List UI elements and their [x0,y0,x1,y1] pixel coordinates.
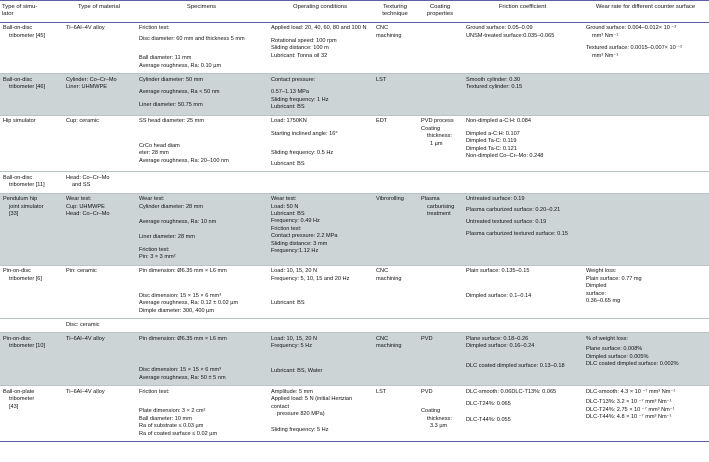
cell-texturing-technique-line: CNC machining [376,335,402,350]
cell-wear-rate-line: Dimpled [586,283,607,290]
cell-specimens-line: Pin: 3 × 3 mm² [139,254,176,261]
cell-specimens-line: Ra of coated surface ≤ 0.02 µm [139,430,218,437]
column-header-coating-properties: Coating properties [418,1,463,23]
cell-coating-properties [418,193,463,265]
cell-operating-conditions-line: Frequency: 5, 10, 15 and 20 Hz [271,275,350,282]
cell-friction-coefficient-line: Dimpled Ta-C: 0.121 [466,145,517,152]
cell-operating-conditions-line: Load: 10, 15, 20 N [271,335,318,342]
cell-operating-conditions-line: Lubricant: BS [271,160,305,167]
cell-coating-properties-line: thickness: [427,133,452,140]
cell-specimens-line: Disc diameter: 60 mm and thickness 5 mm [139,35,245,42]
cell-operating-conditions [268,74,373,115]
cell-simulator-line: tribometer [46] [9,84,46,91]
cell-wear-rate [583,319,709,333]
cell-friction-coefficient [463,193,583,265]
cell-operating-conditions-line: Lubricant: BS, Water [271,367,323,374]
cell-simulator-line: Pin-on-disc [3,268,31,275]
cell-operating-conditions-line: Wear test: [271,196,297,203]
cell-specimens-line: Disc dimension: 15 × 15 × 6 mm³ [139,292,222,299]
cell-operating-conditions-line: Load: 10, 15, 20 N [271,268,318,275]
cell-material-line: Liner: UHMWPE [66,84,108,91]
cell-wear-rate [583,333,709,386]
cell-wear-rate-line: Dimpled surface: 0.005% [586,353,649,360]
cell-specimens [136,333,268,386]
cell-simulator-line: Pendulum hip [3,196,38,203]
table-row [0,193,709,265]
table-row [0,115,709,171]
cell-specimens-line: Average roughness, Ra: 0.12 ± 0.02 µm [139,300,239,307]
cell-operating-conditions [268,22,373,73]
cell-specimens-line: Ball diameter: 11 mm [139,55,192,62]
cell-simulator-line: Ball-on-disc [3,25,33,32]
table-header-row [0,1,709,23]
cell-material-line: Disc: ceramic [66,321,100,328]
cell-friction-coefficient-line: DLC coated dimpled surface: 0.13–0.18 [466,362,565,369]
cell-texturing-technique [373,386,418,442]
cell-material-line: Ti–6Al–4V alloy [66,25,105,32]
cell-coating-properties-line: 1 µm [430,140,443,147]
cell-operating-conditions-line: Amplitude: 5 mm [271,388,313,395]
column-header-specimens: Specimens [136,1,268,23]
cell-specimens-line: Average roughness, Ra: 10 nm [139,219,217,225]
table-row [0,319,709,333]
cell-wear-rate-line: DLC-T24%: 2.75 × 10 ⁻⁷ mm³ Nm⁻¹ [586,406,675,413]
cell-wear-rate-line: DLC coated dimpled surface: 0.002% [586,361,679,368]
cell-simulator [0,265,63,318]
cell-operating-conditions-line: Applied load: 20, 40, 60, 80 and 100 N [271,25,367,32]
cell-friction-coefficient-line: Plasma carburized surface: 0.20–0.21 [466,206,561,213]
cell-wear-rate-line: Ground surface: 0.004–0.012× 10 ⁻³ [586,25,677,32]
cell-simulator-line: joint simulator [9,203,44,210]
cell-texturing-technique [373,193,418,265]
cell-coating-properties-line: Coating [421,125,441,132]
cell-friction-coefficient [463,265,583,318]
cell-friction-coefficient-line: Dimpled Ta-C: 0.119 [466,138,517,145]
cell-specimens [136,193,268,265]
cell-simulator-line: tribometer [10] [9,343,46,350]
table-body [0,22,709,441]
cell-friction-coefficient [463,172,583,193]
cell-operating-conditions-line: pressure 820 MPa) [277,411,325,418]
cell-specimens-line: Average roughness, Ra: 50 ± 5 nm [139,374,226,381]
cell-operating-conditions-line: Rotational speed: 100 rpm [271,37,337,44]
cell-friction-coefficient [463,115,583,171]
cell-coating-properties [418,22,463,73]
cell-friction-coefficient-line: Smooth cylinder: 0.30 [466,76,521,83]
cell-specimens-line: Disc dimension: 15 × 15 × 6 mm³ [139,367,222,374]
cell-simulator-line: Pin-on-disc [3,335,31,342]
cell-coating-properties [418,386,463,442]
cell-wear-rate [583,265,709,318]
cell-specimens [136,265,268,318]
cell-texturing-technique [373,115,418,171]
cell-material-line: Cylinder: Co–Cr–Mo [66,76,117,83]
cell-coating-properties-line: Coating [421,408,441,415]
cell-specimens-line: Ra of substrate ≤ 0.03 µm [139,423,204,430]
cell-specimens-line: Cylinder diameter: 50 mm [139,76,204,83]
cell-simulator-line: Hip simulator [3,118,36,125]
cell-material [63,74,136,115]
cell-specimens-line: SS head diameter: 25 mm [139,118,204,125]
cell-friction-coefficient-line: Untreated surface: 0.19 [466,196,525,203]
cell-material-line: Cup: UHMWPE [66,203,105,210]
cell-material [63,193,136,265]
cell-coating-properties-line: carburising [427,203,455,210]
cell-wear-rate [583,74,709,115]
cell-simulator-line: Ball-on-disc [3,174,33,181]
cell-friction-coefficient-line: Dimpled surface: 0.16–0.24 [466,343,535,350]
cell-friction-coefficient-line: Plane surface: 0.18–0.26 [466,335,529,342]
cell-specimens-line: Pin dimension: Ø6.35 mm × L6 mm [139,268,227,275]
cell-texturing-technique-line: CNC machining [376,268,402,282]
cell-wear-rate-line: mm³ Nm⁻¹ [592,52,619,59]
cell-operating-conditions [268,319,373,333]
cell-coating-properties [418,265,463,318]
cell-coating-properties [418,172,463,193]
cell-friction-coefficient-line: Non-dimpled Co–Cr–Mo: 0.248 [466,153,544,160]
cell-simulator [0,333,63,386]
cell-wear-rate-line: 0.36–0.65 mg [586,298,621,305]
cell-specimens-line: Average roughness, Ra: 0.10 µm [139,62,222,69]
cell-wear-rate [583,22,709,73]
cell-operating-conditions [268,193,373,265]
cell-friction-coefficient-line: DLC-smooth: 0.06DLC-T13%: 0.065 [466,388,557,395]
cell-operating-conditions-line: Lubricant: BS [271,104,305,111]
cell-operating-conditions [268,333,373,386]
cell-friction-coefficient [463,74,583,115]
cell-specimens [136,22,268,73]
cell-material [63,319,136,333]
cell-material-line: and SS [72,182,91,189]
cell-simulator [0,74,63,115]
cell-operating-conditions-line: Load: 1750KN [271,118,307,125]
cell-wear-rate [583,115,709,171]
cell-texturing-technique-line: LST [376,76,387,83]
cell-simulator [0,115,63,171]
cell-wear-rate [583,386,709,442]
cell-operating-conditions-line: Frequency: 5 Hz [271,343,313,350]
cell-friction-coefficient-line: Plain surface: 0.135–0.15 [466,268,530,275]
cell-operating-conditions [268,386,373,442]
cell-wear-rate-line: mm³ Nm⁻¹ [592,32,619,39]
cell-specimens-line: Average roughness, Ra: 20–100 nm [139,157,229,164]
table-row [0,22,709,73]
cell-operating-conditions-line: Lubricant: BS [271,211,305,217]
cell-operating-conditions-line: Sliding frequency: 1 Hz [271,96,329,103]
cell-wear-rate-line: Weight loss: [586,268,617,275]
cell-coating-properties-line: Plasma [421,196,440,203]
cell-texturing-technique [373,172,418,193]
cell-texturing-technique [373,22,418,73]
cell-simulator [0,386,63,442]
cell-material-line: Ti–6Al–4V alloy [66,335,105,342]
cell-texturing-technique [373,333,418,386]
cell-friction-coefficient-line: Non-dimpled a-C:H: 0.084 [466,118,531,125]
cell-material-line: Wear test: [66,196,92,203]
cell-specimens [136,115,268,171]
cell-wear-rate-line: DLC-T13%: 3.2 × 10 ⁻⁷ mm³ Nm⁻¹ [586,399,672,406]
cell-material-line: Ti–6Al–4V alloy [66,388,105,395]
cell-operating-conditions-line: Contact pressure: [271,76,316,83]
cell-simulator [0,193,63,265]
cell-friction-coefficient [463,333,583,386]
cell-friction-coefficient-line: Ground surface: 0.05–0.09 [466,25,533,32]
cell-specimens-line: Friction test: [139,246,170,253]
cell-friction-coefficient-line: Untreated textured surface: 0.19 [466,219,547,225]
cell-operating-conditions-line: Sliding distance: 3 mm [271,240,328,247]
cell-specimens [136,319,268,333]
cell-specimens-line: Plate dimension: 3 × 2 cm² [139,408,206,415]
cell-operating-conditions-line: Starting inclined angle: 16° [271,130,338,137]
cell-operating-conditions-line: Frequency: 0.49 Hz [271,218,320,225]
cell-specimens-line: Liner diameter: 28 mm [139,234,195,241]
cell-material [63,172,136,193]
cell-simulator-line: tribometer [9,396,35,403]
cell-coating-properties-line: 3.3 µm [430,423,448,430]
cell-material [63,333,136,386]
column-header-simulator: Type of simu- lator [0,1,63,23]
column-header-wear-rate: Wear rate for different counter surface [583,1,709,23]
cell-operating-conditions-line: Frequency:1.12 Hz [271,248,319,255]
table-row [0,172,709,193]
cell-coating-properties-line: PVD process [421,118,454,125]
cell-simulator-line: tribometer [11] [9,182,45,189]
cell-coating-properties [418,319,463,333]
cell-simulator-line: Ball-on-plate [3,388,35,395]
cell-wear-rate-line: DLC-smooth: 4.3 × 10 ⁻⁷ mm³ Nm⁻¹ [586,388,676,395]
cell-coating-properties-line: PVD [421,388,433,395]
cell-coating-properties-line: treatment [427,211,451,217]
table-header [0,1,709,23]
cell-coating-properties-line: PVD [421,335,433,342]
table-row [0,74,709,115]
cell-coating-properties-line: thickness: [427,415,452,422]
cell-material [63,22,136,73]
cell-texturing-technique-line: EDT [376,118,388,125]
cell-friction-coefficient [463,319,583,333]
cell-texturing-technique-line: Vibrorolling [376,196,404,203]
cell-material-line: Pin: ceramic [66,268,97,275]
cell-operating-conditions [268,115,373,171]
cell-specimens-line: Liner diameter: 50.75 mm [139,101,203,108]
cell-specimens-line: Cylinder diameter: 28 mm [139,203,204,210]
cell-texturing-technique-line: LST [376,388,387,395]
cell-material-line: Head: Co–Cr–Mo [66,174,110,181]
table-row [0,265,709,318]
cell-friction-coefficient-line: Textured cylinder: 0.15 [466,84,523,91]
column-header-friction-coefficient: Friction coefficient [463,1,583,23]
cell-friction-coefficient-line: UNSM-treated surface:0.035–0.065 [466,32,555,39]
cell-friction-coefficient-line: Plasma carburized textured surface: 0.15 [466,231,568,238]
cell-specimens-line: Wear test: [139,196,165,203]
cell-wear-rate-line: Textured surface: 0.0015–0.007× 10 ⁻² [586,45,683,52]
table-row [0,333,709,386]
cell-operating-conditions [268,265,373,318]
cell-texturing-technique-line: CNC machining [376,25,402,39]
cell-material [63,115,136,171]
cell-material-line: Head: Co–Cr–Mo [66,211,110,217]
cell-friction-coefficient-line: DLC-T44%: 0.055 [466,416,511,423]
table-row [0,386,709,442]
cell-friction-coefficient [463,386,583,442]
cell-operating-conditions-line: Applied load: 5 N (initial Hertzian contact [271,396,353,410]
cell-simulator-line: [33] [9,211,19,217]
cell-wear-rate-line: surface: [586,290,606,297]
cell-coating-properties [418,115,463,171]
cell-material-line: Cup: ceramic [66,118,99,125]
cell-friction-coefficient-line: Dimpled surface: 0.1–0.14 [466,292,532,299]
cell-wear-rate [583,193,709,265]
cell-wear-rate [583,172,709,193]
cell-material [63,386,136,442]
column-header-operating-conditions: Operating conditions [268,1,373,23]
cell-operating-conditions-line: Lubricant: Tonna oil 32 [271,52,328,59]
cell-specimens [136,172,268,193]
cell-simulator [0,319,63,333]
cell-friction-coefficient-line: Dimpled a-C:H: 0.107 [466,130,520,137]
cell-texturing-technique [373,319,418,333]
cell-wear-rate-line: Plain surface: 0.77 mg [586,275,642,282]
cell-specimens-line: Pin dimension: Ø6.35 mm × L6 mm [139,335,227,342]
cell-operating-conditions-line: Load: 50 N [271,203,299,210]
cell-operating-conditions-line: Sliding distance: 100 m [271,45,329,52]
cell-specimens-line: Friction test: [139,25,170,32]
cell-simulator-line: Ball-on-disc [3,76,33,83]
cell-specimens-line: Average roughness, Ra < 50 nm [139,89,220,96]
cell-wear-rate-line: % of weight loss: [586,335,628,342]
cell-simulator-line: [43] [9,403,19,410]
cell-operating-conditions-line: Lubricant: BS [271,300,305,307]
cell-friction-coefficient [463,22,583,73]
cell-specimens-line: Ball diameter: 10 mm [139,415,192,422]
cell-operating-conditions-line: Sliding frequency: 5 Hz [271,426,329,433]
cell-operating-conditions [268,172,373,193]
column-header-material: Type of material [63,1,136,23]
cell-texturing-technique [373,74,418,115]
cell-texturing-technique [373,265,418,318]
cell-specimens-line: CrCo head diam [139,142,180,149]
cell-specimens-line: eter: 28 mm [139,150,169,157]
cell-coating-properties [418,333,463,386]
cell-specimens-line: Friction test: [139,388,170,395]
cell-operating-conditions-line: Friction test: [271,225,302,232]
cell-specimens [136,386,268,442]
cell-friction-coefficient-line: DLC-T24%: 0.065 [466,401,511,408]
cell-simulator [0,22,63,73]
cell-wear-rate-line: Plane surface: 0.008% [586,346,643,353]
cell-simulator [0,172,63,193]
cell-operating-conditions-line: Sliding frequency: 0.5 Hz [271,150,334,157]
column-header-texturing-technique: Texturing technique [373,1,418,23]
cell-simulator-line: tribometer [45] [9,32,46,39]
cell-specimens [136,74,268,115]
cell-material [63,265,136,318]
cell-operating-conditions-line: 0.57–1.13 MPa [271,89,309,96]
cell-operating-conditions-line: Contact pressure: 2.2 MPa [271,233,338,240]
cell-coating-properties [418,74,463,115]
cell-specimens-line: Dimple diameter: 300, 400 µm [139,307,215,314]
cell-wear-rate-line: DLC-T44%: 4.8 × 10 ⁻⁷ mm³ Nm⁻¹ [586,414,672,421]
cell-simulator-line: tribometer [6] [9,275,42,282]
